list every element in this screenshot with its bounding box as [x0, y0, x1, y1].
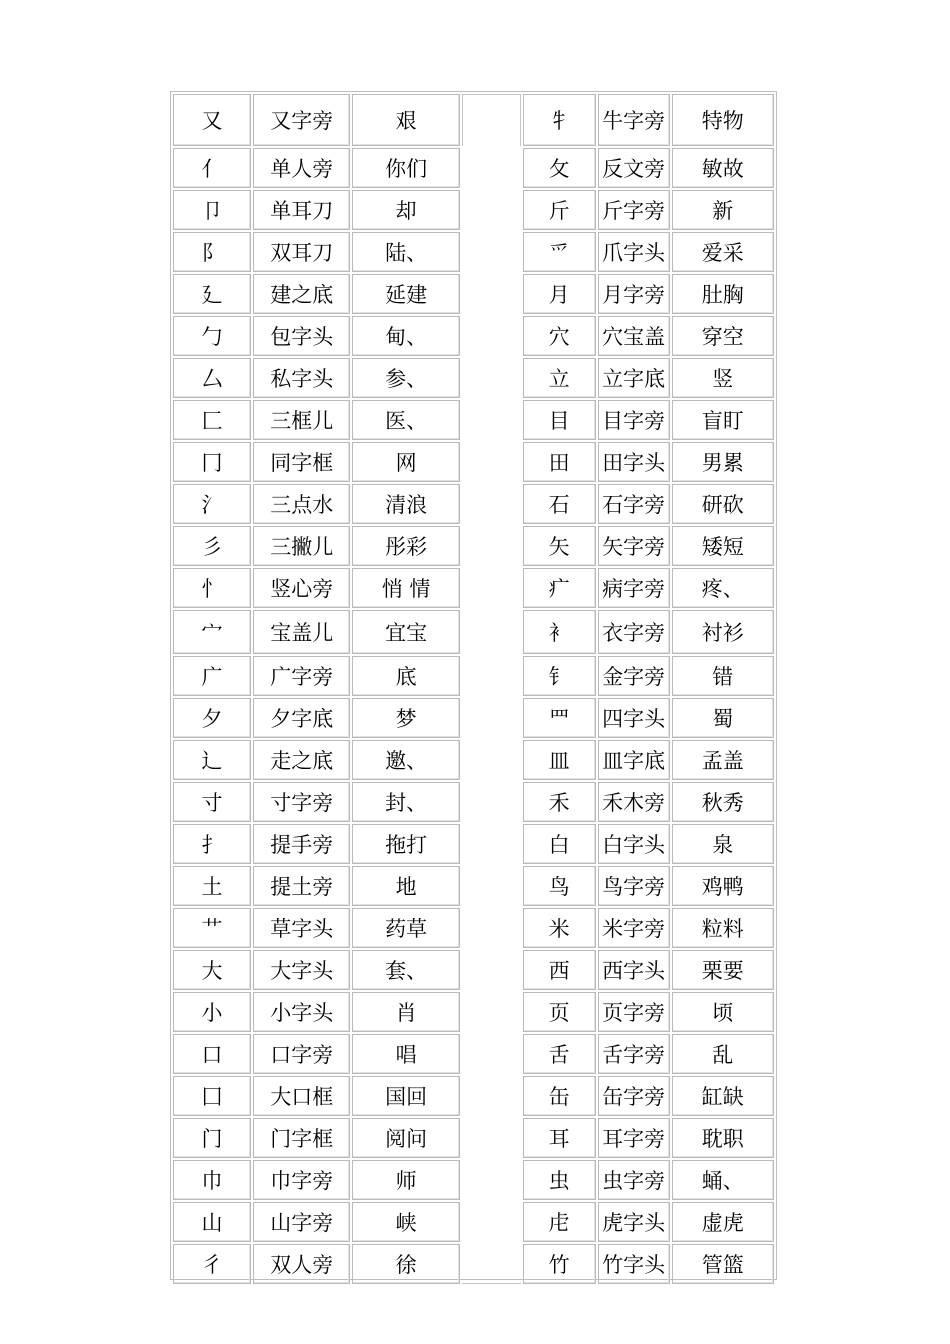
example-chars-cell: 彤彩 [352, 526, 459, 566]
example-chars-cell: 栗要 [672, 950, 774, 990]
radical-cell: 石 [523, 484, 596, 524]
example-chars-cell: 梦 [352, 698, 459, 738]
radical-cell: 巾 [173, 1160, 251, 1200]
table-row [173, 1076, 774, 1116]
radical-name-cell: 山字旁 [253, 1202, 350, 1242]
radical-name-cell: 月字旁 [598, 274, 670, 314]
example-chars-cell: 管篮 [672, 1244, 774, 1284]
example-chars-cell: 封、 [352, 782, 459, 822]
radical-cell: 页 [523, 992, 596, 1032]
example-chars-cell: 衬衫 [672, 610, 774, 654]
example-chars-cell: 盲盯 [672, 400, 774, 440]
radical-cell: 攵 [523, 148, 596, 188]
example-chars-cell: 蜀 [672, 698, 774, 738]
radical-cell: 广 [173, 656, 251, 696]
example-chars-cell: 虚虎 [672, 1202, 774, 1242]
radical-name-cell: 竹字头 [598, 1244, 670, 1284]
table-row [173, 610, 774, 654]
radical-cell: 囗 [173, 1076, 251, 1116]
radical-name-cell: 夕字底 [253, 698, 350, 738]
radical-table-sheet [170, 91, 777, 1280]
radical-cell: 冂 [173, 442, 251, 482]
table-row [173, 992, 774, 1032]
example-chars-cell: 底 [352, 656, 459, 696]
radical-name-cell: 双耳刀 [253, 232, 350, 272]
column-spacer [462, 94, 521, 146]
radical-name-cell: 门字框 [253, 1118, 350, 1158]
radical-cell: 目 [523, 400, 596, 440]
radical-cell: 辶 [173, 740, 251, 780]
table-row [173, 442, 774, 482]
radical-name-cell: 提手旁 [253, 824, 350, 864]
radical-name-cell: 石字旁 [598, 484, 670, 524]
example-chars-cell: 鸡鸭 [672, 866, 774, 906]
example-chars-cell: 徐 [352, 1244, 459, 1284]
radical-name-cell: 大口框 [253, 1076, 350, 1116]
radical-cell: 禾 [523, 782, 596, 822]
radical-cell: 廴 [173, 274, 251, 314]
table-row [173, 358, 774, 398]
radical-name-cell: 牛字旁 [598, 94, 670, 146]
radical-cell: 穴 [523, 316, 596, 356]
column-spacer [462, 1202, 521, 1242]
radical-name-cell: 米字旁 [598, 908, 670, 948]
radical-cell: 爫 [523, 232, 596, 272]
column-spacer [462, 526, 521, 566]
radical-name-cell: 大字头 [253, 950, 350, 990]
radical-name-cell: 三撇儿 [253, 526, 350, 566]
radical-name-cell: 衣字旁 [598, 610, 670, 654]
column-spacer [462, 656, 521, 696]
radical-name-cell: 禾木旁 [598, 782, 670, 822]
radical-cell: 门 [173, 1118, 251, 1158]
table-row [173, 568, 774, 608]
radical-name-cell: 小字头 [253, 992, 350, 1032]
radical-cell: 鸟 [523, 866, 596, 906]
table-row [173, 274, 774, 314]
radical-name-cell: 四字头 [598, 698, 670, 738]
column-spacer [462, 950, 521, 990]
radical-name-cell: 走之底 [253, 740, 350, 780]
example-chars-cell: 宜宝 [352, 610, 459, 654]
table-row [173, 656, 774, 696]
radical-cell: 衤 [523, 610, 596, 654]
column-spacer [462, 824, 521, 864]
radical-name-cell: 田字头 [598, 442, 670, 482]
radical-cell: 亻 [173, 148, 251, 188]
example-chars-cell: 研砍 [672, 484, 774, 524]
example-chars-cell: 敏故 [672, 148, 774, 188]
radical-cell: 宀 [173, 610, 251, 654]
table-row [173, 94, 774, 146]
table-row [173, 1202, 774, 1242]
radical-name-cell: 页字旁 [598, 992, 670, 1032]
radical-cell: 米 [523, 908, 596, 948]
column-spacer [462, 1076, 521, 1116]
table-row [173, 1160, 774, 1200]
table-row [173, 400, 774, 440]
radical-name-cell: 同字框 [253, 442, 350, 482]
radical-cell: 彡 [173, 526, 251, 566]
radical-name-cell: 白字头 [598, 824, 670, 864]
table-row [173, 908, 774, 948]
radical-cell: 又 [173, 94, 251, 146]
radical-cell: 斤 [523, 190, 596, 230]
radical-cell: 缶 [523, 1076, 596, 1116]
radical-cell: 竹 [523, 1244, 596, 1284]
radical-cell: 虍 [523, 1202, 596, 1242]
table-row [173, 1118, 774, 1158]
radical-cell: 舌 [523, 1034, 596, 1074]
radical-cell: 疒 [523, 568, 596, 608]
example-chars-cell: 孟盖 [672, 740, 774, 780]
radical-name-cell: 矢字旁 [598, 526, 670, 566]
example-chars-cell: 药草 [352, 908, 459, 948]
radical-cell: 忄 [173, 568, 251, 608]
example-chars-cell: 参、 [352, 358, 459, 398]
table-row [173, 824, 774, 864]
example-chars-cell: 爱采 [672, 232, 774, 272]
example-chars-cell: 错 [672, 656, 774, 696]
radical-cell: 西 [523, 950, 596, 990]
example-chars-cell: 顷 [672, 992, 774, 1032]
radical-table [171, 92, 776, 1286]
column-spacer [462, 274, 521, 314]
radical-cell: 小 [173, 992, 251, 1032]
radical-name-cell: 口字旁 [253, 1034, 350, 1074]
radical-cell: 牜 [523, 94, 596, 146]
column-spacer [462, 358, 521, 398]
table-row [173, 866, 774, 906]
column-spacer [462, 992, 521, 1032]
radical-name-cell: 西字头 [598, 950, 670, 990]
radical-name-cell: 皿字底 [598, 740, 670, 780]
table-row [173, 526, 774, 566]
example-chars-cell: 峡 [352, 1202, 459, 1242]
radical-name-cell: 竖心旁 [253, 568, 350, 608]
radical-name-cell: 巾字旁 [253, 1160, 350, 1200]
radical-cell: 口 [173, 1034, 251, 1074]
example-chars-cell: 清浪 [352, 484, 459, 524]
radical-name-cell: 三点水 [253, 484, 350, 524]
example-chars-cell: 艰 [352, 94, 459, 146]
example-chars-cell: 陆、 [352, 232, 459, 272]
radical-name-cell: 提土旁 [253, 866, 350, 906]
radical-name-cell: 虎字头 [598, 1202, 670, 1242]
column-spacer [462, 484, 521, 524]
example-chars-cell: 国回 [352, 1076, 459, 1116]
example-chars-cell: 阅问 [352, 1118, 459, 1158]
radical-cell: 矢 [523, 526, 596, 566]
radical-cell: 艹 [173, 908, 251, 948]
radical-cell: 土 [173, 866, 251, 906]
table-row [173, 950, 774, 990]
radical-name-cell: 斤字旁 [598, 190, 670, 230]
column-spacer [462, 610, 521, 654]
example-chars-cell: 却 [352, 190, 459, 230]
radical-cell: 山 [173, 1202, 251, 1242]
radical-cell: 卩 [173, 190, 251, 230]
table-row [173, 484, 774, 524]
table-row [173, 190, 774, 230]
column-spacer [462, 866, 521, 906]
radical-name-cell: 单耳刀 [253, 190, 350, 230]
radical-name-cell: 三框儿 [253, 400, 350, 440]
example-chars-cell: 秋秀 [672, 782, 774, 822]
radical-cell: 田 [523, 442, 596, 482]
example-chars-cell: 延建 [352, 274, 459, 314]
example-chars-cell: 师 [352, 1160, 459, 1200]
table-row [173, 1034, 774, 1074]
example-chars-cell: 网 [352, 442, 459, 482]
column-spacer [462, 400, 521, 440]
radical-cell: 钅 [523, 656, 596, 696]
example-chars-cell: 邀、 [352, 740, 459, 780]
radical-name-cell: 病字旁 [598, 568, 670, 608]
radical-name-cell: 爪字头 [598, 232, 670, 272]
radical-name-cell: 私字头 [253, 358, 350, 398]
radical-name-cell: 立字底 [598, 358, 670, 398]
radical-name-cell: 草字头 [253, 908, 350, 948]
radical-cell: 耳 [523, 1118, 596, 1158]
example-chars-cell: 竖 [672, 358, 774, 398]
column-spacer [462, 190, 521, 230]
radical-name-cell: 虫字旁 [598, 1160, 670, 1200]
example-chars-cell: 粒料 [672, 908, 774, 948]
example-chars-cell: 男累 [672, 442, 774, 482]
example-chars-cell: 特物 [672, 94, 774, 146]
radical-cell: 白 [523, 824, 596, 864]
example-chars-cell: 甸、 [352, 316, 459, 356]
radical-cell: 扌 [173, 824, 251, 864]
radical-cell: 厶 [173, 358, 251, 398]
radical-name-cell: 舌字旁 [598, 1034, 670, 1074]
radical-name-cell: 反文旁 [598, 148, 670, 188]
radical-name-cell: 穴宝盖 [598, 316, 670, 356]
radical-name-cell: 缶字旁 [598, 1076, 670, 1116]
column-spacer [462, 232, 521, 272]
example-chars-cell: 地 [352, 866, 459, 906]
example-chars-cell: 悄 情 [352, 568, 459, 608]
table-row [173, 148, 774, 188]
radical-name-cell: 耳字旁 [598, 1118, 670, 1158]
radical-name-cell: 寸字旁 [253, 782, 350, 822]
radical-cell: 虫 [523, 1160, 596, 1200]
column-spacer [462, 1034, 521, 1074]
radical-cell: 夕 [173, 698, 251, 738]
radical-name-cell: 广字旁 [253, 656, 350, 696]
radical-name-cell: 包字头 [253, 316, 350, 356]
radical-cell: 阝 [173, 232, 251, 272]
radical-cell: 大 [173, 950, 251, 990]
radical-cell: 勹 [173, 316, 251, 356]
column-spacer [462, 782, 521, 822]
radical-name-cell: 双人旁 [253, 1244, 350, 1284]
radical-cell: 月 [523, 274, 596, 314]
column-spacer [462, 698, 521, 738]
example-chars-cell: 泉 [672, 824, 774, 864]
column-spacer [462, 740, 521, 780]
example-chars-cell: 缸缺 [672, 1076, 774, 1116]
radical-name-cell: 鸟字旁 [598, 866, 670, 906]
example-chars-cell: 穿空 [672, 316, 774, 356]
radical-name-cell: 金字旁 [598, 656, 670, 696]
example-chars-cell: 唱 [352, 1034, 459, 1074]
example-chars-cell: 肖 [352, 992, 459, 1032]
example-chars-cell: 乱 [672, 1034, 774, 1074]
example-chars-cell: 套、 [352, 950, 459, 990]
table-row [173, 232, 774, 272]
column-spacer [462, 1118, 521, 1158]
example-chars-cell: 医、 [352, 400, 459, 440]
radical-name-cell: 又字旁 [253, 94, 350, 146]
example-chars-cell: 疼、 [672, 568, 774, 608]
example-chars-cell: 拖打 [352, 824, 459, 864]
column-spacer [462, 442, 521, 482]
radical-cell: 匚 [173, 400, 251, 440]
example-chars-cell: 矮短 [672, 526, 774, 566]
table-row [173, 698, 774, 738]
column-spacer [462, 568, 521, 608]
radical-name-cell: 目字旁 [598, 400, 670, 440]
example-chars-cell: 新 [672, 190, 774, 230]
radical-name-cell: 单人旁 [253, 148, 350, 188]
radical-name-cell: 建之底 [253, 274, 350, 314]
column-spacer [462, 908, 521, 948]
radical-name-cell: 宝盖儿 [253, 610, 350, 654]
table-row [173, 1244, 774, 1284]
table-row [173, 740, 774, 780]
column-spacer [462, 1160, 521, 1200]
example-chars-cell: 蛹、 [672, 1160, 774, 1200]
radical-cell: 氵 [173, 484, 251, 524]
radical-cell: 皿 [523, 740, 596, 780]
table-row [173, 316, 774, 356]
column-spacer [462, 316, 521, 356]
example-chars-cell: 耽职 [672, 1118, 774, 1158]
radical-cell: 寸 [173, 782, 251, 822]
radical-cell: 立 [523, 358, 596, 398]
table-row [173, 782, 774, 822]
column-spacer [462, 1244, 521, 1284]
column-spacer [462, 148, 521, 188]
example-chars-cell: 肚胸 [672, 274, 774, 314]
example-chars-cell: 你们 [352, 148, 459, 188]
radical-cell: 彳 [173, 1244, 251, 1284]
radical-cell: 罒 [523, 698, 596, 738]
